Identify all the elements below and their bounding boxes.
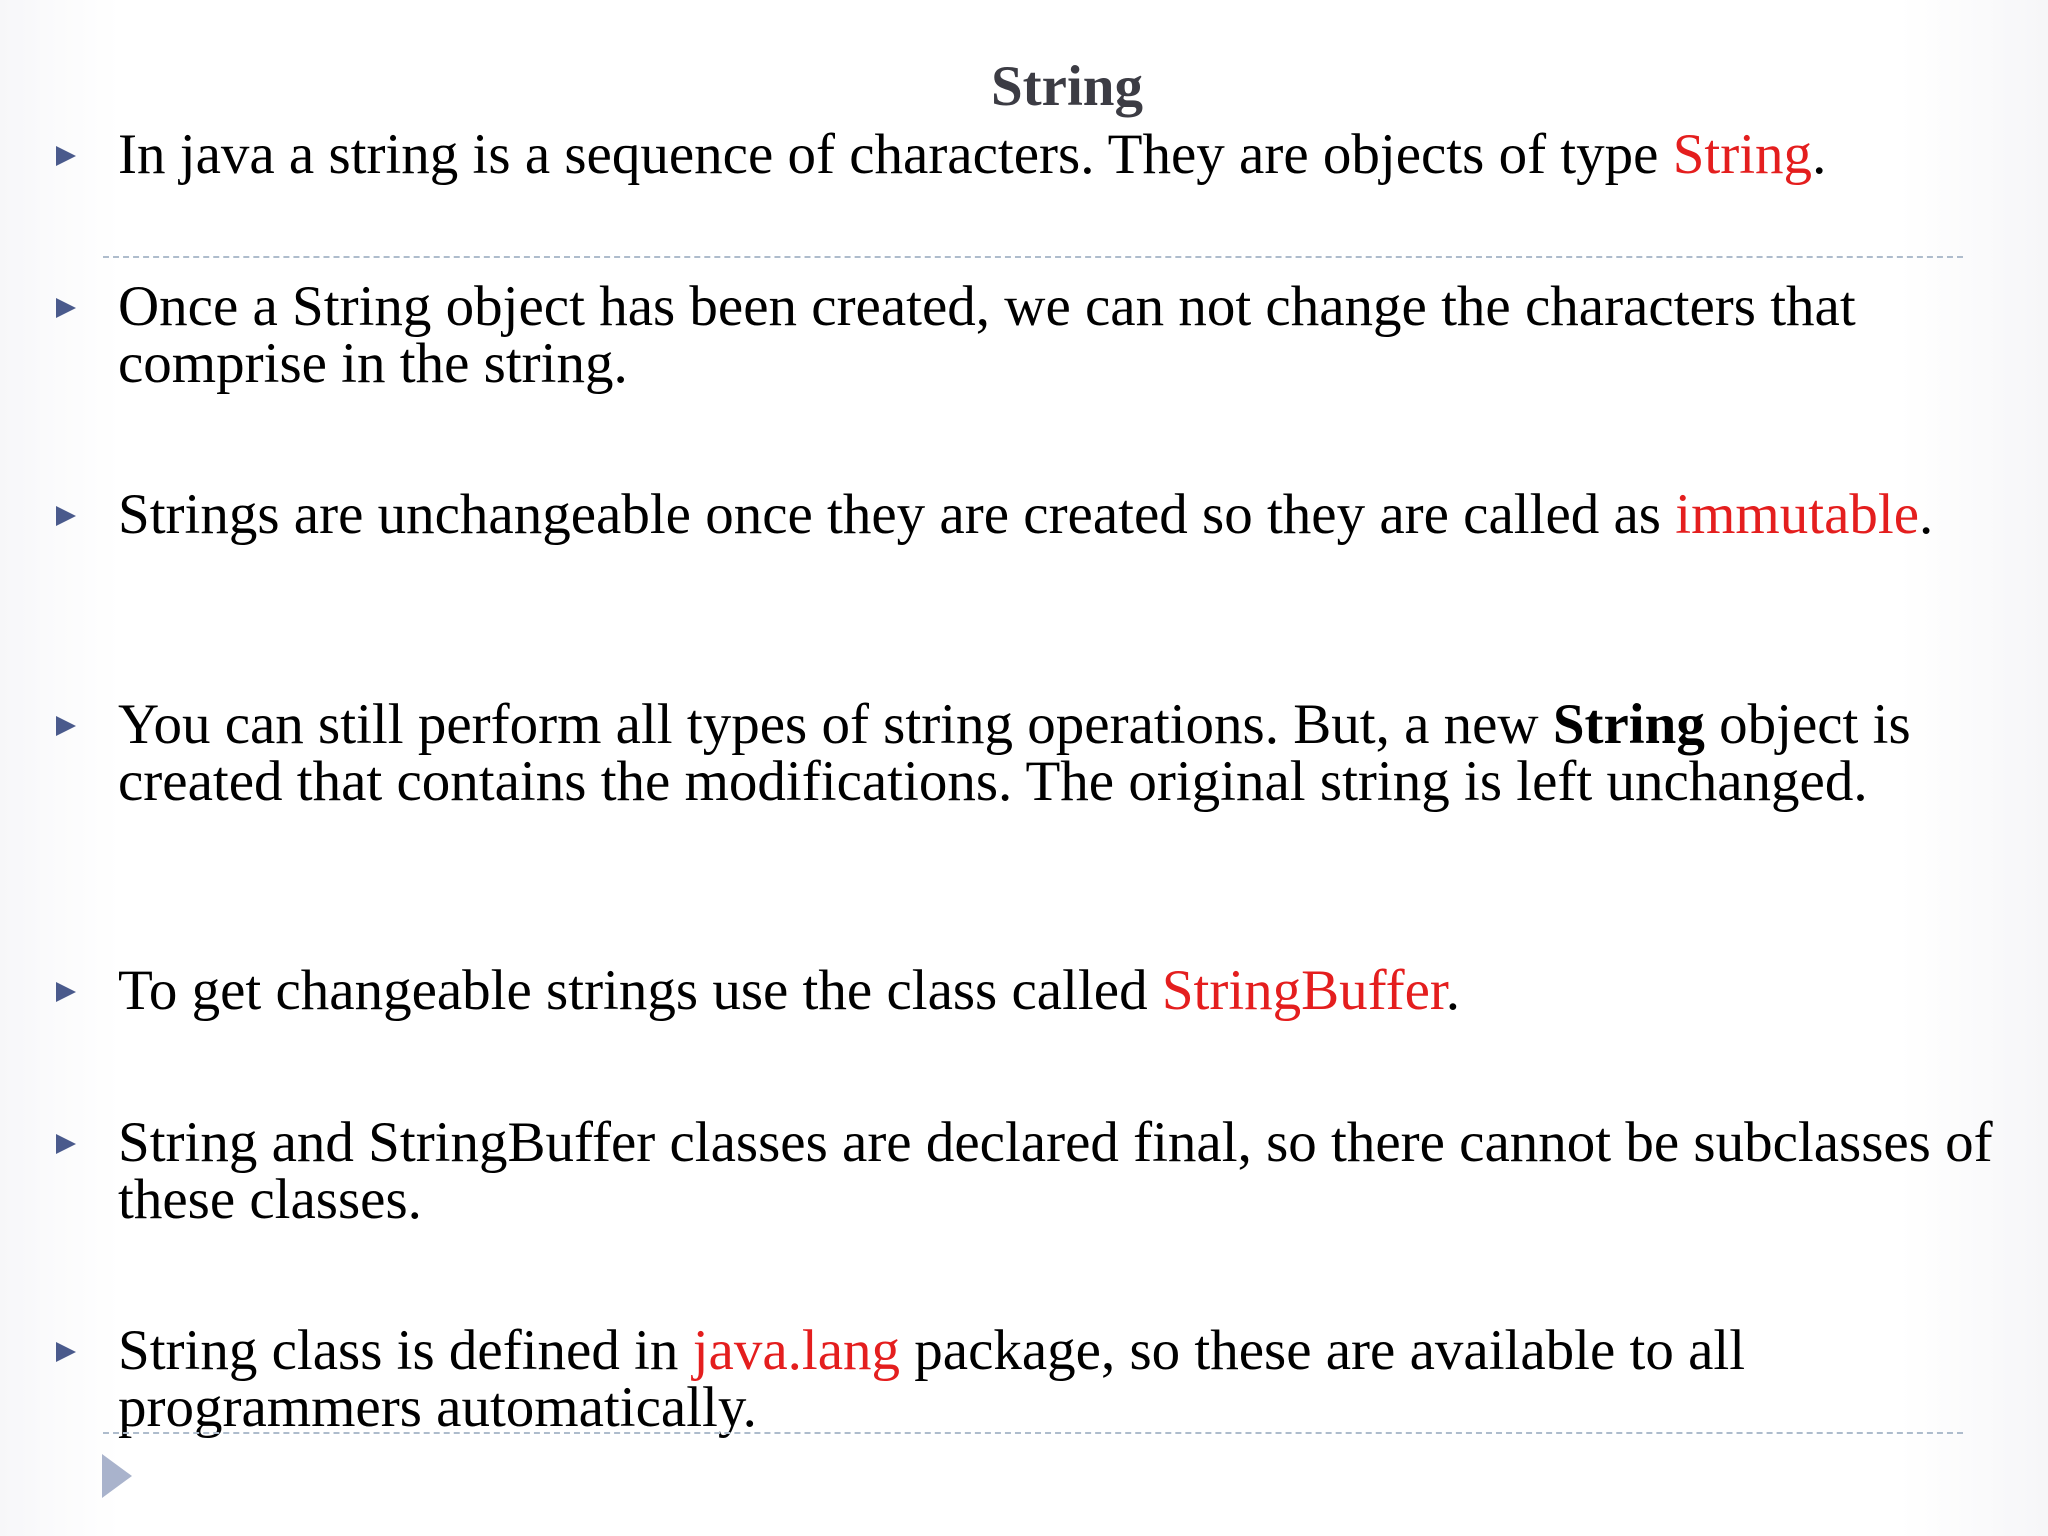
highlight-term: String <box>1672 123 1813 186</box>
bullet-text: To get changeable strings use the class called StringBuffer. <box>118 959 1461 1022</box>
bullet-text: String class is defined in java.lang package, so these are available to all programmers automatically. <box>118 1319 1746 1439</box>
bullet-arrow-icon <box>56 1134 76 1154</box>
bullet-arrow-icon <box>56 146 76 166</box>
bottom-divider <box>103 1432 1963 1434</box>
bullet-arrow-icon <box>56 1342 76 1362</box>
bullet-arrow-icon <box>56 298 76 318</box>
top-divider <box>103 256 1963 258</box>
bullet-text: Strings are unchangeable once they are created so they are called as immutable. <box>118 483 1934 546</box>
highlight-term: immutable <box>1675 483 1920 546</box>
bullet-arrow-icon <box>56 506 76 526</box>
slide-title: String <box>990 55 1144 118</box>
bold-term: String <box>1552 693 1705 756</box>
bullet-text: In java a string is a sequence of characters. They are objects of type String. <box>118 123 1827 186</box>
bullet-text: Once a String object has been created, we can not change the characters that comprise in the string. <box>118 275 1856 395</box>
highlight-term: java.lang <box>692 1319 901 1382</box>
bullet-arrow-icon <box>56 982 76 1002</box>
highlight-term: StringBuffer <box>1161 959 1446 1022</box>
bullet-arrow-icon <box>56 716 76 736</box>
bullet-text: You can still perform all types of string operations. But, a new String object is created that contains the modifications. The original string is left unchanged. <box>118 693 1911 813</box>
bullet-text: String and StringBuffer classes are declared final, so there cannot be subclasses of these classes. <box>118 1111 1993 1231</box>
slide-play-icon <box>102 1454 132 1498</box>
